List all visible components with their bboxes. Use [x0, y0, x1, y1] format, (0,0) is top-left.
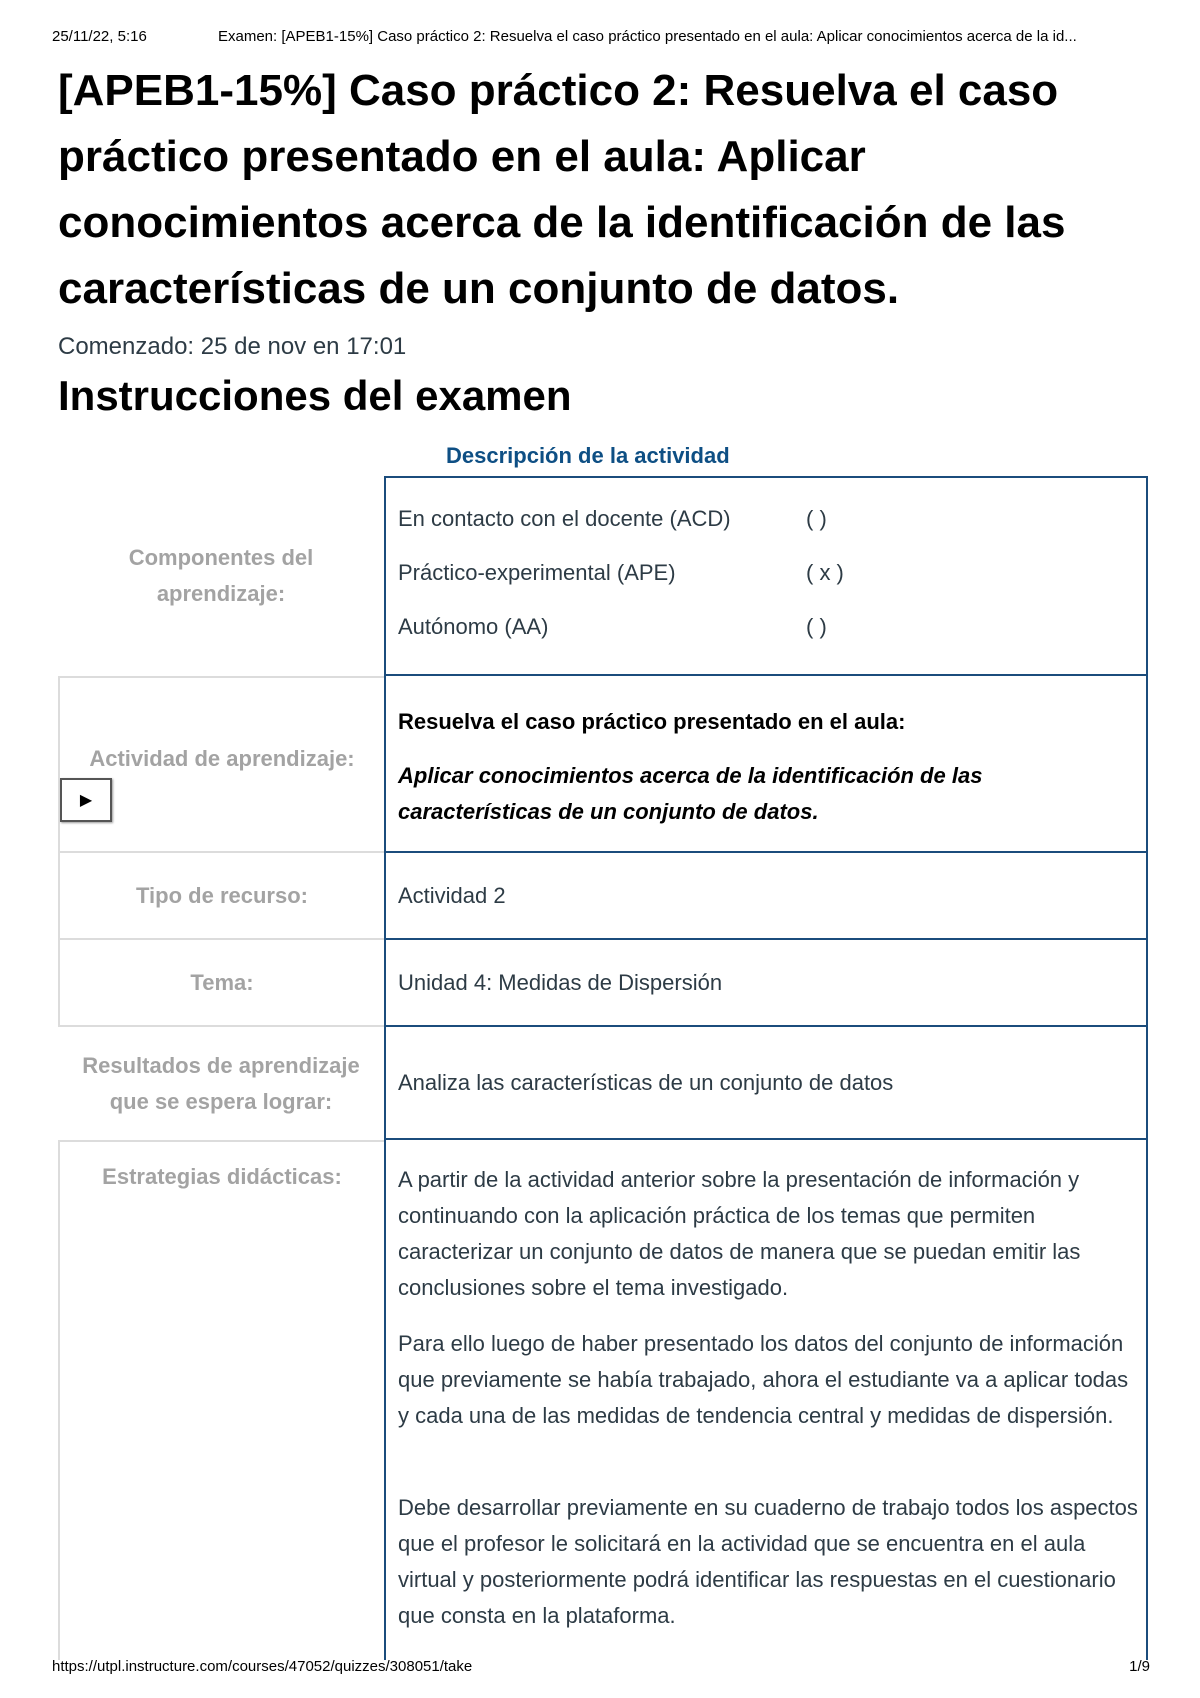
topic-label: Tema:: [58, 940, 384, 1027]
row-outcomes: [58, 1027, 1148, 1140]
components-value: [384, 476, 1148, 676]
strategies-paragraph-3: Debe desarrollar previamente en su cuaderno de trabajo todos los aspectos que el profesor le solicitará en la actividad que se encuentra en el aula virtual y posteriormente podrá identificar las respuestas en el cuestionario que consta en la plataforma.: [398, 1495, 1138, 1628]
component-acd-mark: ( ): [806, 506, 827, 531]
strategies-paragraph-1: A partir de la actividad anterior sobre la presentación de información y continuando con la aplicación práctica de los temas que permiten caracterizar un conjunto de datos de manera que se puedan emitir las conclusiones sobre el tema investigado.: [398, 1167, 1081, 1300]
outcomes-value: Analiza las características de un conjunto de datos: [384, 1027, 1148, 1140]
component-aa: Autónomo (AA): [398, 614, 549, 639]
print-url: https://utpl.instructure.com/courses/47052/quizzes/308051/take: [52, 1658, 473, 1675]
play-button[interactable]: [60, 778, 112, 822]
strategies-paragraph-2: Para ello luego de haber presentado los datos del conjunto de información que previamente se había trabajado, ahora el estudiante va a aplicar todas y cada una de las medidas de tendencia central y medidas de dispersión.: [398, 1331, 1129, 1428]
quiz-title: [APEB1-15%] Caso práctico 2: Resuelva el caso práctico presentado en el aula: Aplicar conocimientos acerca de la identificación de las características de un conjunto de datos.: [58, 66, 1066, 313]
print-document-title: Examen: [APEB1-15%] Caso práctico 2: Resuelva el caso práctico presentado en el aula: Aplicar conocimientos acerca de la id...: [218, 28, 1077, 45]
row-topic: [58, 940, 1148, 1027]
play-icon: ▶: [79, 792, 93, 809]
quiz-start-time: Comenzado: 25 de nov en 17:01: [58, 333, 407, 360]
row-activity: [58, 676, 1148, 853]
activity-label: Actividad de aprendizaje:: [89, 746, 355, 771]
resource-label: Tipo de recurso:: [58, 853, 384, 940]
row-components: [58, 476, 1148, 676]
topic-value: Unidad 4: Medidas de Dispersión: [384, 940, 1148, 1027]
strategies-value: [384, 1140, 1148, 1660]
resource-value: Actividad 2: [384, 853, 1148, 940]
component-acd: En contacto con el docente (ACD): [398, 506, 731, 531]
strategies-label-cell: [58, 1140, 384, 1660]
components-label: Componentes del aprendizaje:: [128, 545, 314, 606]
strategies-label: Estrategias didácticas:: [102, 1164, 342, 1189]
component-ape-mark: ( x ): [806, 560, 844, 585]
component-aa-mark: ( ): [806, 614, 827, 639]
outcomes-label: Resultados de aprendizaje que se espera lograr:: [82, 1052, 360, 1114]
component-ape: Práctico-experimental (APE): [398, 560, 676, 585]
activity-line1: Resuelva el caso práctico presentado en el aula:: [398, 709, 906, 734]
print-datetime: 25/11/22, 5:16: [52, 28, 147, 45]
print-page-number: 1/9: [1129, 1658, 1150, 1675]
row-resource: [58, 853, 1148, 940]
activity-line2: Aplicar conocimientos acerca de la identificación de las características de un conjunto de datos.: [398, 763, 983, 824]
row-strategies: [58, 1140, 1148, 1660]
instructions-heading: Instrucciones del examen: [58, 372, 572, 419]
activity-label-cell: [58, 676, 384, 853]
activity-value: [384, 676, 1148, 853]
description-heading: Descripción de la actividad: [446, 443, 730, 468]
